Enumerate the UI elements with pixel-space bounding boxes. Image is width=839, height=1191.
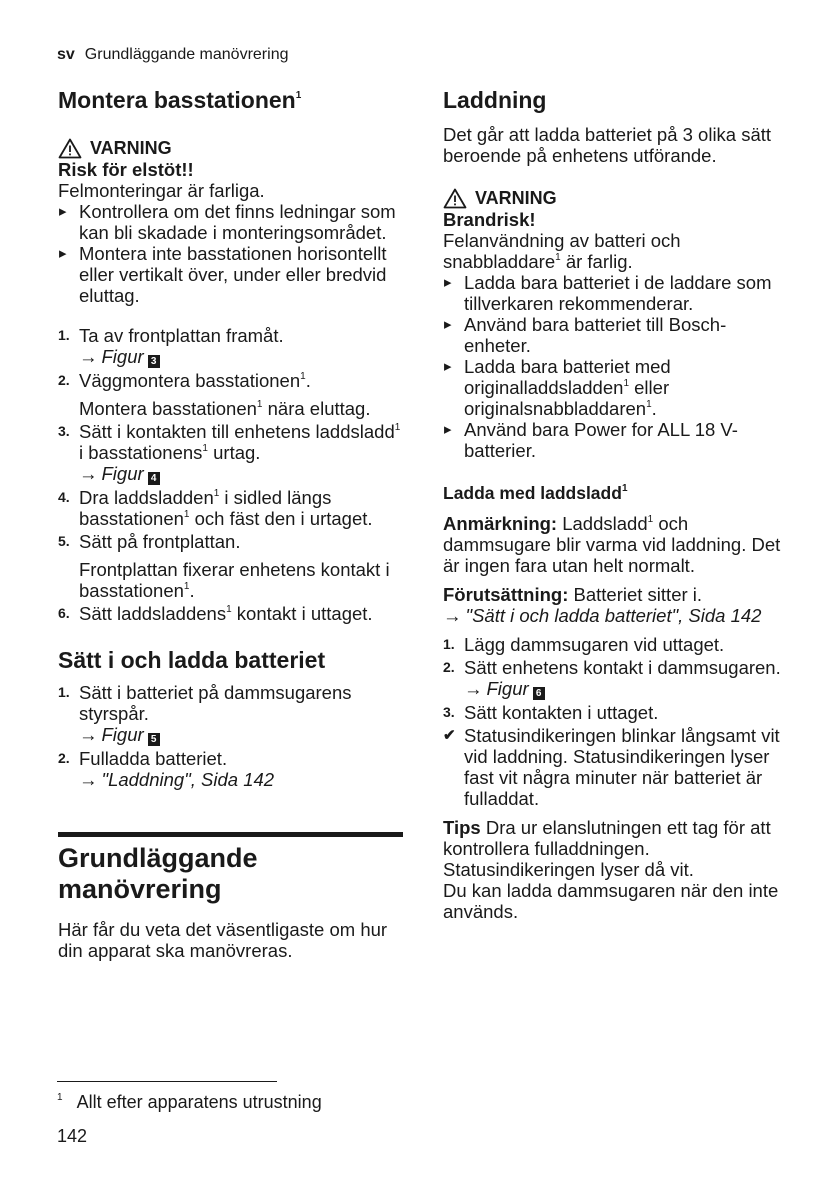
warning-icon bbox=[58, 138, 82, 159]
list-item: ▸ Montera inte basstationen horisontellt eller vertikalt över, under eller bredvid eluttag. bbox=[58, 243, 403, 306]
warning-heading: VARNING bbox=[58, 138, 403, 159]
battery-steps bbox=[58, 682, 403, 790]
charge-steps bbox=[443, 634, 788, 809]
step-c1: 1. Lägg dammsugaren vid uttaget. bbox=[443, 634, 725, 655]
page-number: 142 bbox=[57, 1126, 88, 1146]
checkmark-icon: ✔ bbox=[443, 727, 456, 744]
laddning-intro: Det går att ladda batteriet på 3 olika sätt beroende på enhetens utförande. bbox=[443, 124, 772, 166]
section-title-battery: Sätt i och ladda batteriet bbox=[58, 647, 326, 673]
list-item: ▸ Använd bara batteriet till Bosch-enheter. bbox=[443, 314, 788, 356]
footnote: $^1$ Allt efter apparatens utrustning bbox=[57, 1092, 322, 1112]
list-item: ▸ Ladda bara batteriet med originalladdsladden$^1$ eller originalsnabbladdaren$^1$. bbox=[443, 356, 788, 419]
note-paragraph: Anmärkning: Laddsladd$^1$ och dammsugare blir varma vid laddning. Det är ingen fara utan helt normalt. bbox=[443, 513, 781, 576]
figure-3-badge: 3 bbox=[148, 355, 160, 368]
warning-icon bbox=[443, 188, 467, 209]
chapter-rule bbox=[58, 832, 403, 837]
step-result: ✔ Statusindikeringen blinkar långsamt vit vid laddning. Statusindikeringen lyser fast vit några minuter när batteriet är fulladdat. bbox=[443, 725, 780, 809]
page-header bbox=[57, 46, 288, 64]
list-item: ▸ Använd bara Power for ALL 18 V-batterier. bbox=[443, 419, 788, 461]
section-title-montera: Montera basstationen$^1$ bbox=[58, 87, 302, 113]
warning-bullets-2 bbox=[443, 272, 788, 461]
step-3: 3. Sätt i kontakten till enhetens laddsladd$^1$ i basstationens$^1$ urtag. → Figur 4 bbox=[58, 421, 401, 484]
step-2: 2. Väggmontera basstationen$^1$. Montera basstationen$^1$ nära eluttag. bbox=[58, 370, 371, 419]
step-c3: 3. Sätt kontakten i uttaget. bbox=[443, 702, 659, 723]
left-column bbox=[58, 86, 403, 961]
list-item: ▸ Ladda bara batteriet i de laddare som tillverkaren rekommenderar. bbox=[443, 272, 788, 314]
chapter-title: Grundläggande manövrering bbox=[58, 843, 258, 904]
warning-bullets bbox=[58, 201, 403, 306]
step-1: 1. Ta av frontplattan framåt. → Figur 3 bbox=[58, 325, 284, 367]
warning-heading-2: VARNING bbox=[443, 188, 788, 209]
step-c2: 2. Sätt enhetens kontakt i dammsugaren. → Figur 6 bbox=[443, 657, 781, 699]
figure-6-badge: 6 bbox=[533, 687, 545, 700]
step-5: 5. Sätt på frontplattan. Frontplattan fixerar enhetens kontakt i basstationen$^1$. bbox=[58, 531, 390, 601]
step-b1: 1. Sätt i batteriet på dammsugarens styrspår. → Figur 5 bbox=[58, 682, 352, 745]
header-title: Grundläggande manövrering bbox=[84, 46, 289, 63]
step-6: 6. Sätt laddsladdens$^1$ kontakt i uttaget. bbox=[58, 603, 373, 624]
warning-text: Felmonteringar är farliga. bbox=[58, 180, 265, 201]
chapter-intro: Här får du veta det väsentligaste om hur din apparat ska manövreras. bbox=[58, 919, 388, 961]
figure-5-badge: 5 bbox=[148, 733, 160, 746]
right-column bbox=[443, 86, 788, 922]
tips-paragraph: Tips Dra ur elanslutningen ett tag för att kontrollera fulladdningen. Statusindikeringen lyser då vit. Du kan ladda dammsugaren när den inte används. bbox=[443, 817, 779, 922]
section-title-laddning: Laddning bbox=[443, 87, 547, 113]
warning-risk: Risk för elstöt!! bbox=[58, 159, 194, 180]
footnote-rule bbox=[57, 1081, 277, 1082]
language-code: sv bbox=[57, 46, 75, 63]
warning-risk-2: Brandrisk! bbox=[443, 209, 536, 230]
figure-4-badge: 4 bbox=[148, 472, 160, 485]
mount-steps bbox=[58, 325, 403, 624]
warning-text-2: Felanvändning av batteri och snabbladdare$^1$ är farlig. bbox=[443, 230, 681, 272]
step-4: 4. Dra laddsladden$^1$ i sidled längs basstationen$^1$ och fäst den i urtaget. bbox=[58, 487, 373, 529]
subsection-title: Ladda med laddsladd$^1$ bbox=[443, 483, 628, 503]
prerequisite: Förutsättning: Batteriet sitter i. → "Sätt i och ladda batteriet", Sida 142 bbox=[443, 584, 762, 626]
list-item: ▸ Kontrollera om det finns ledningar som kan bli skadade i monteringsområdet. bbox=[58, 201, 403, 243]
step-b2: 2. Fulladda batteriet. → "Laddning", Sida 142 bbox=[58, 748, 275, 790]
